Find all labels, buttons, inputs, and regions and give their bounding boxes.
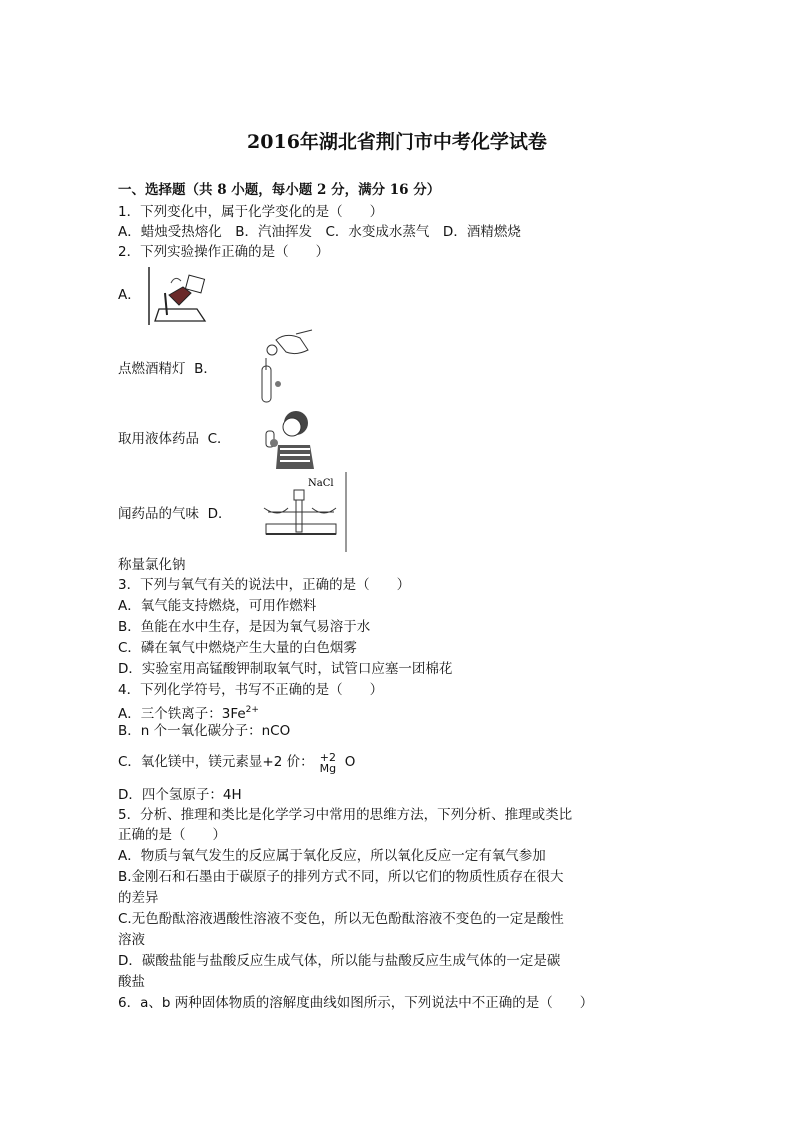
q3-option-d: D．实验室用高锰酸钾制取氧气时，试管口应塞一团棉花 — [118, 661, 453, 677]
q6-stem: 6．a、b 两种固体物质的溶解度曲线如图所示，下列说法中不正确的是（ ） — [118, 995, 594, 1011]
section-heading: 一、选择题（共 8 小题，每小题 2 分，满分 16 分） — [118, 182, 441, 198]
q4-option-c: C．氧化镁中，镁元素显+2 价： +2 Mg O — [118, 751, 356, 775]
q5-option-d-line2: 酸盐 — [118, 974, 145, 990]
q1-stem: 1．下列变化中，属于化学变化的是（ ） — [118, 204, 384, 220]
q5-stem-line1: 5．分析、推理和类比是化学学习中常用的思维方法，下列分析、推理或类比 — [118, 807, 573, 823]
alcohol-lamp-image — [145, 265, 215, 327]
nacl-label: NaCl — [308, 478, 334, 489]
charge-superscript: 2+ — [245, 705, 259, 715]
q2-option-b-caption: 取用液体药品 C． — [118, 431, 231, 447]
q4-option-a: A．三个铁离子：$3Fe^{2+}$ — [118, 705, 259, 722]
q1-options: A．蜡烛受热熔化 B．汽油挥发 C．水变成水蒸气 D．酒精燃烧 — [118, 224, 521, 240]
q3-option-c: C．磷在氧气中燃烧产生大量的白色烟雾 — [118, 640, 357, 656]
q5-option-c-line1: C.无色酚酞溶液遇酸性溶液不变色，所以无色酚酞溶液不变色的一定是酸性 — [118, 911, 564, 927]
q2-stem: 2．下列实验操作正确的是（ ） — [118, 244, 330, 260]
smelling-image — [262, 405, 320, 469]
q5-option-b-line2: 的差异 — [118, 890, 159, 906]
balance-image — [258, 472, 350, 552]
q2-option-c-caption: 闻药品的气味 D． — [118, 506, 232, 522]
q3-option-a: A．氧气能支持燃烧，可用作燃料 — [118, 598, 317, 614]
q5-option-a: A．物质与氧气发生的反应属于氧化反应，所以氧化反应一定有氧气参加 — [118, 848, 546, 864]
q5-option-b-line1: B.金刚石和石墨由于碳原子的排列方式不同，所以它们的物质性质存在很大 — [118, 869, 564, 885]
q4-stem: 4．下列化学符号，书写不正确的是（ ） — [118, 682, 384, 698]
q2-option-a-label: A． — [118, 287, 141, 303]
q5-option-c-line2: 溶液 — [118, 932, 145, 948]
q2-option-d-caption: 称量氯化钠 — [118, 557, 186, 573]
q3-option-b: B．鱼能在水中生存，是因为氧气易溶于水 — [118, 619, 371, 635]
q4-option-b: B．n 个一氧化碳分子：nCO — [118, 723, 291, 739]
q4-option-d: D．四个氢原子：4H — [118, 787, 242, 803]
page-title: 2016年湖北省荆门市中考化学试卷 — [247, 131, 547, 153]
liquid-pouring-image — [256, 328, 316, 408]
q2-option-a-caption: 点燃酒精灯 B． — [118, 361, 217, 377]
q3-stem: 3．下列与氧气有关的说法中，正确的是（ ） — [118, 577, 411, 593]
valence-notation: +2 Mg — [319, 751, 337, 775]
q5-stem-line2: 正确的是（ ） — [118, 827, 226, 843]
q5-option-d-line1: D．碳酸盐能与盐酸反应生成气体，所以能与盐酸反应生成气体的一定是碳 — [118, 953, 561, 969]
